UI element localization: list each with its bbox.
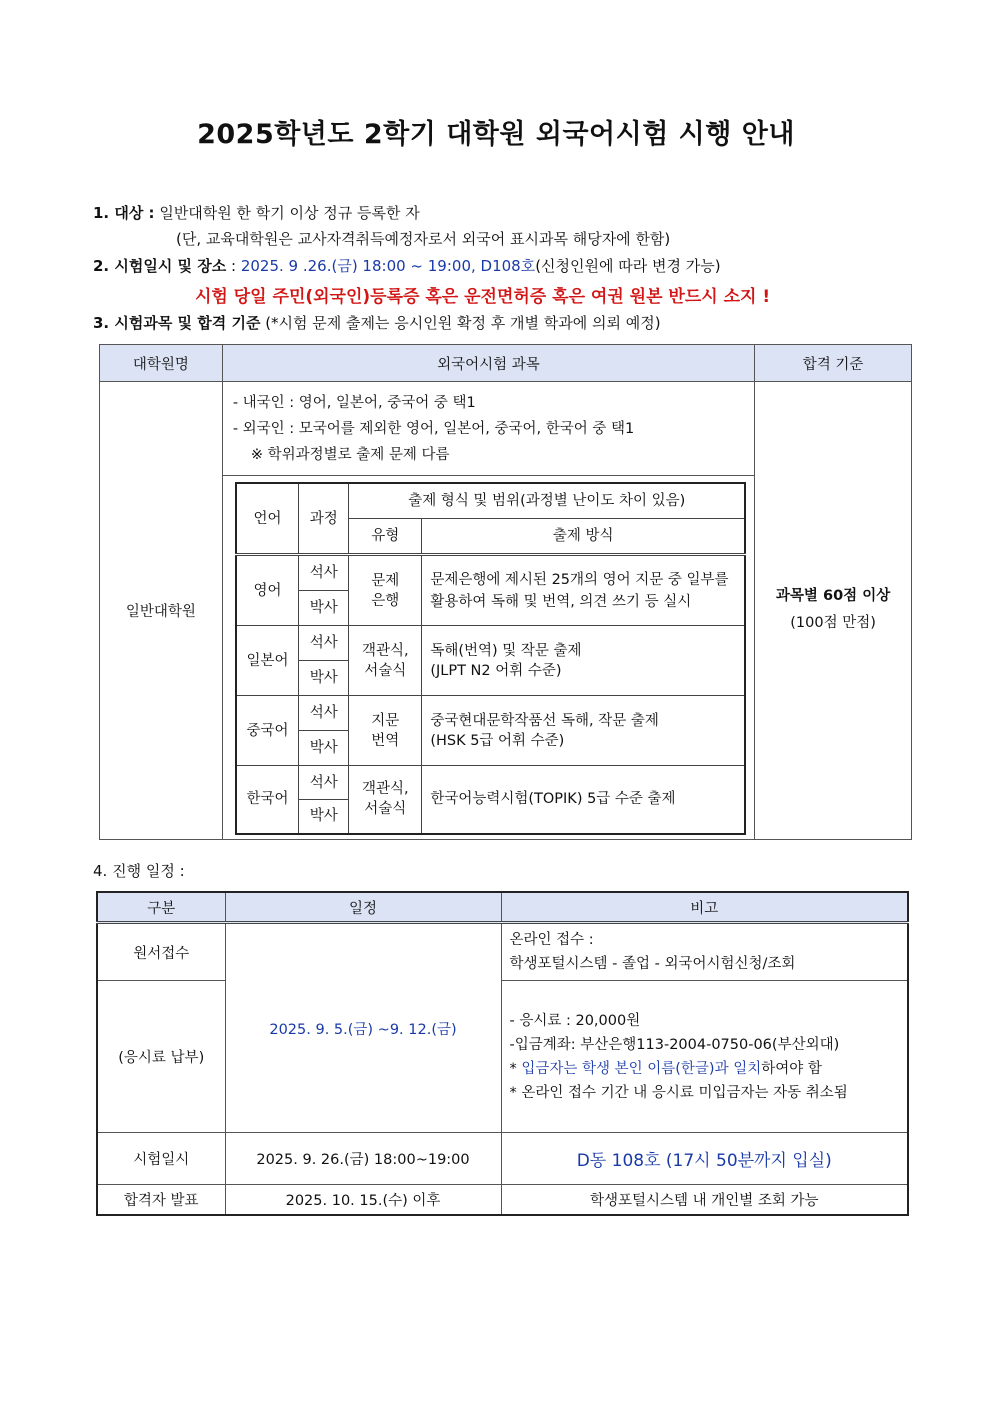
inner-header-method: 출제 방식 [422,519,745,555]
section2-note: (신청인원에 따라 변경 가능) [535,257,721,275]
method-english: 문제은행에 제시된 25개의 영어 지문 중 일부를 활용하여 독해 및 번역, 의견 쓰기 등 실시 [422,555,745,626]
exam-label: 시험일시 [97,1133,225,1185]
inner-header-type: 유형 [349,519,422,555]
result-label: 합격자 발표 [97,1185,225,1215]
course-master: 석사 [299,626,349,661]
apply-period: 2025. 9. 5.(금) ~9. 12.(금) [225,923,501,1133]
fee-line1: - 응시료 : 20,000원 [509,1012,641,1029]
fee-label: (응시료 납부) [97,981,225,1133]
result-date: 2025. 10. 15.(수) 이후 [225,1185,501,1215]
lang-korean: 한국어 [236,766,299,834]
lang-chinese: 중국어 [236,696,299,766]
sched-header-date: 일정 [225,892,501,923]
inner-header-course: 과정 [299,483,349,555]
rule-domestic: - 내국인 : 영어, 일본어, 중국어 중 택1 [232,394,476,411]
format-table [235,482,746,835]
exam-room: D동 108호 (17시 50분까지 입실) [501,1133,908,1185]
page-title: 2025학년도 2학기 대학원 외국어시험 시행 안내 [197,119,795,150]
section1-label: 1. 대상 : [93,204,155,222]
fee-line4: * 온라인 접수 기간 내 응시료 미입금자는 자동 취소됨 [509,1084,848,1101]
section1-line [93,202,420,223]
type-korean: 객관식, 서술식 [349,766,422,834]
course-doctor: 박사 [299,800,349,834]
inner-header-format: 출제 형식 및 범위(과정별 난이도 차이 있음) [349,483,745,519]
online-note [501,923,908,981]
type-english: 문제 은행 [349,555,422,626]
fee-line3-highlight: 입금자는 학생 본인 이름(한글)과 일치 [521,1060,762,1077]
online-line1: 온라인 접수 : [509,932,594,948]
header-pass: 합격 기준 [755,345,912,382]
type-chinese: 지문 번역 [349,696,422,766]
method-japanese: 독해(번역) 및 작문 출제 (JLPT N2 어휘 수준) [422,626,745,696]
course-doctor: 박사 [299,731,349,766]
section4-label: 4. 진행 일정 : [93,862,185,880]
fee-line3-prefix: * [509,1060,522,1077]
pass-main: 과목별 60점 이상 [775,588,891,605]
section1-note: (단, 교육대학원은 교사자격취득예정자로서 외국어 표시과목 해당자에 한함) [176,230,671,248]
sched-header-category: 구분 [97,892,225,923]
apply-label: 원서접수 [97,923,225,981]
exam-time: 2025. 9. 26.(금) 18:00~19:00 [225,1133,501,1185]
exam-subject-table [99,344,912,840]
course-master: 석사 [299,696,349,731]
course-doctor: 박사 [299,661,349,696]
rule-foreign: - 외국인 : 모국어를 제외한 영어, 일본어, 중국어, 한국어 중 택1 [232,420,635,437]
section3-line [93,312,661,333]
fee-note [501,981,908,1133]
section2-colon: : [226,257,241,275]
header-school: 대학원명 [100,345,223,382]
sched-header-note: 비고 [501,892,908,923]
pass-criteria [755,382,912,840]
section1-text: 일반대학원 한 학기 이상 정규 등록한 자 [154,204,420,222]
inner-header-lang: 언어 [236,483,299,555]
header-subject: 외국어시험 과목 [222,345,754,382]
course-doctor: 박사 [299,591,349,626]
lang-japanese: 일본어 [236,626,299,696]
section3-note: (*시험 문제 출제는 응시인원 확정 후 개별 학과에 의뢰 예정) [260,314,661,332]
school-name: 일반대학원 [100,382,223,840]
fee-line3-suffix: 하여야 함 [761,1060,822,1077]
fee-line2: -입금계좌: 부산은행113-2004-0750-06(부산외대) [509,1036,840,1053]
course-master: 석사 [299,766,349,800]
pass-sub: (100점 만점) [790,615,876,632]
section3-label: 3. 시험과목 및 합격 기준 [93,314,261,332]
inner-table-cell [222,476,754,840]
result-note: 학생포털시스템 내 개인별 조회 가능 [501,1185,908,1215]
subject-rules [222,382,754,476]
method-chinese: 중국현대문학작품선 독해, 작문 출제 (HSK 5급 어휘 수준) [422,696,745,766]
online-line2: 학생포털시스템 - 졸업 - 외국어시험신청/조회 [509,956,796,972]
course-master: 석사 [299,555,349,591]
schedule-table [96,891,909,1216]
method-korean: 한국어능력시험(TOPIK) 5급 수준 출제 [422,766,745,834]
rule-note: ※ 학위과정별로 출제 문제 다름 [250,446,450,463]
section2-line [93,255,721,276]
lang-english: 영어 [236,555,299,626]
id-warning: 시험 당일 주민(외국인)등록증 혹은 운전면허증 혹은 여권 원본 반드시 소지 ! [195,287,771,307]
fee-line3 [510,1057,900,1081]
section2-datetime: 2025. 9 .26.(금) 18:00 ~ 19:00, D108호 [240,257,536,275]
type-japanese: 객관식, 서술식 [349,626,422,696]
section2-label: 2. 시험일시 및 장소 [93,257,227,275]
